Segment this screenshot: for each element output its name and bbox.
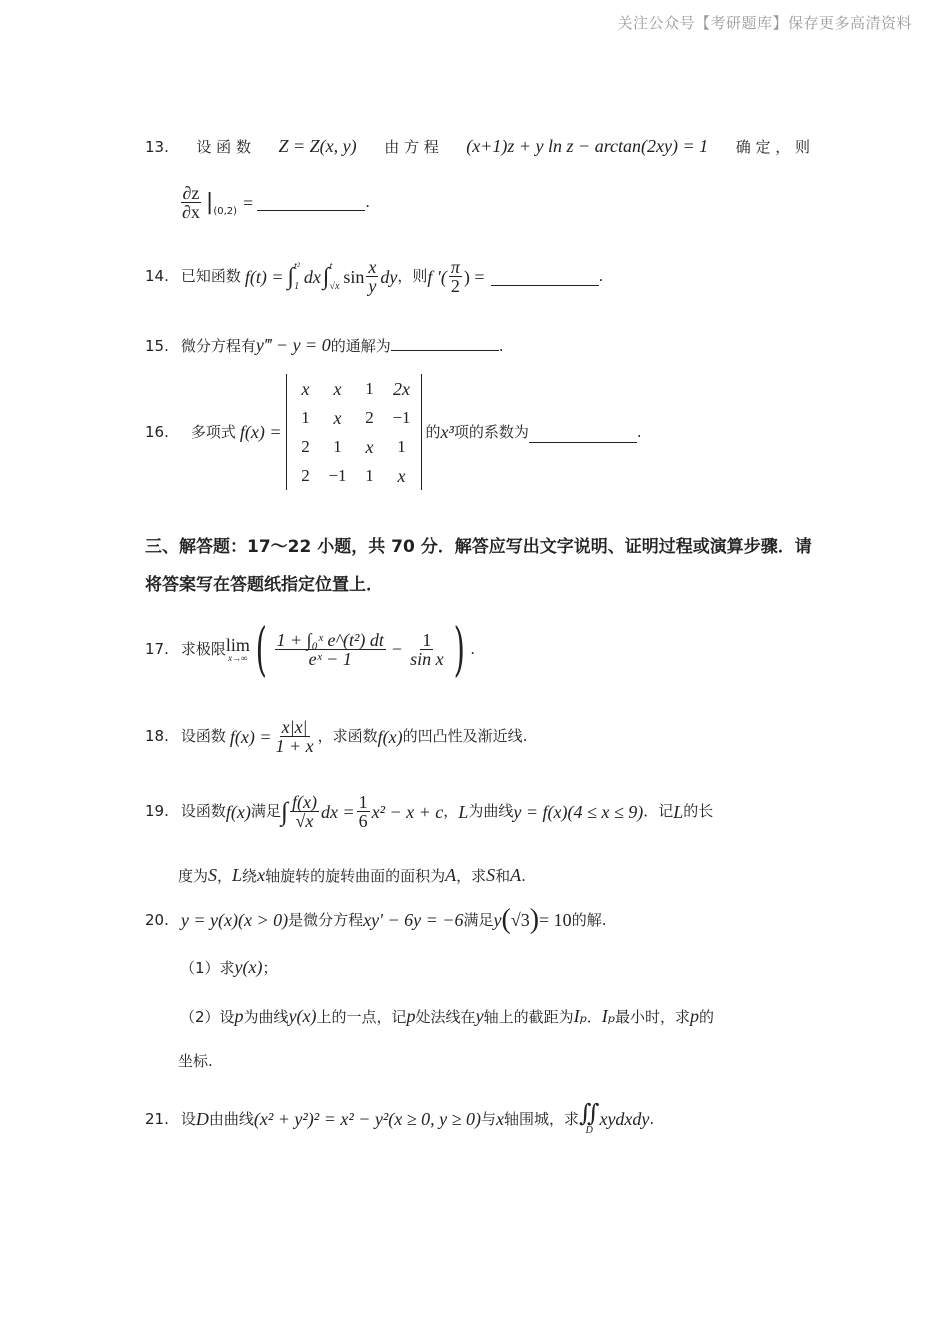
- matrix-cell: 2: [301, 437, 310, 456]
- question-14: 14. 已知函数 f(t) = ∫ t² 1 dx ∫ t √x sin $\frac{x}{y}$ dy ，则 f ′( $\frac{\pi}{2}$ ) = .: [145, 257, 604, 296]
- frac-den: 6: [358, 811, 368, 831]
- matrix-cell: 1: [365, 466, 374, 485]
- q15-text: 微分方程有: [180, 337, 256, 355]
- q19-text3: ，: [443, 802, 459, 820]
- frac-den: y: [368, 276, 377, 296]
- matrix-cell: 2x: [393, 378, 410, 399]
- minus: −: [391, 639, 403, 659]
- D: D: [195, 1109, 209, 1129]
- A: A: [445, 865, 457, 885]
- lower-limit: √x: [329, 280, 340, 292]
- answer-blank[interactable]: [257, 194, 365, 211]
- p1-end: ；: [262, 959, 278, 977]
- one-sixth: [357, 793, 370, 830]
- p2-text3: 处法线在: [415, 1008, 476, 1026]
- matrix-cell: x: [333, 407, 342, 428]
- p1-label: （1）求: [180, 959, 235, 977]
- integral-domain: D: [585, 1125, 593, 1136]
- question-13: [145, 137, 810, 155]
- question-16: [145, 374, 642, 490]
- q16-f: f(x) =: [239, 422, 282, 442]
- frac-den: eˣ − 1: [308, 648, 352, 669]
- frac-den: sin x: [410, 648, 444, 669]
- q20-eq1: y = y(x)(x > 0): [180, 910, 289, 930]
- frac-num: 1: [422, 629, 432, 650]
- p: p: [406, 1006, 416, 1026]
- question-number: 21.: [145, 1109, 169, 1128]
- double-integral: ∬: [579, 1101, 600, 1127]
- p2-text6: 最小时，求: [615, 1008, 691, 1026]
- q19-text4: 为曲线: [468, 802, 514, 820]
- q19-text: 设函数: [180, 802, 226, 820]
- q14-text2: ，则: [397, 267, 428, 285]
- upper-limit: t: [329, 260, 333, 272]
- question-number: 17.: [145, 639, 169, 658]
- integrand: xydxdy: [599, 1109, 650, 1129]
- fraction: [290, 793, 319, 830]
- q20-text3: 的解: [571, 910, 602, 929]
- yx: y(x): [288, 1006, 317, 1026]
- question-13-answer: $\frac{\partial z}{\partial x}$ | (0,2) = .: [182, 183, 370, 222]
- determinant: [286, 374, 422, 490]
- dx: dx =: [320, 801, 355, 822]
- period: .: [649, 1109, 655, 1128]
- Ip: Iₚ: [601, 1006, 615, 1026]
- x-over-y: [366, 258, 378, 295]
- answer-blank[interactable]: [491, 267, 599, 286]
- question-number: 16.: [145, 422, 169, 441]
- q19-l2-text: 度为: [178, 867, 209, 885]
- question-number: 15.: [145, 337, 169, 355]
- frac-num: f(x): [292, 792, 317, 812]
- p2-text1: 为曲线: [243, 1008, 289, 1026]
- q13-text: 设 函 数: [196, 138, 251, 156]
- dx: dx: [303, 266, 321, 287]
- S: S: [486, 865, 496, 885]
- fraction: [274, 718, 316, 755]
- upper-limit: t²: [294, 260, 300, 272]
- y: y: [493, 910, 502, 930]
- matrix-cell: 1: [333, 437, 342, 456]
- q19-l2-text2: ，: [217, 867, 233, 885]
- watermark: 关注公众号【考研题库】保存更多高清资料: [617, 14, 912, 32]
- q21-text2: 由曲线: [208, 1109, 254, 1128]
- period: .: [365, 193, 370, 211]
- q19-rest: x² − x + c: [371, 801, 444, 822]
- q19-f: f(x): [225, 801, 251, 822]
- lim: lim: [225, 634, 250, 655]
- frac-num: x: [368, 257, 377, 277]
- period: .: [601, 910, 607, 929]
- q19-l2-text4: 轴旋转的旋转曲面的面积为: [265, 867, 446, 885]
- q20-eq2: xy′ − 6y = −6: [363, 910, 464, 930]
- matrix-cell: 2: [365, 408, 374, 427]
- q16-text3: 项的系数为: [453, 422, 529, 441]
- frac-num: 1: [358, 792, 368, 812]
- q18-text3: 的凹凸性及渐近线: [402, 727, 523, 745]
- frac-sin: [408, 631, 446, 668]
- y: y: [475, 1006, 484, 1026]
- question-number: 13.: [145, 138, 169, 156]
- question-21: [145, 1102, 654, 1136]
- period: .: [598, 267, 604, 285]
- sin: sin: [343, 266, 365, 287]
- q13-eq1: Z = Z(x, y): [278, 136, 357, 156]
- q15-eq: y‴ − y = 0: [255, 335, 331, 355]
- q14-text: 已知函数: [180, 267, 241, 285]
- L: L: [232, 865, 243, 885]
- section-heading: 三、解答题：17～22 小题，共 70 分．解答应写出文字说明、证明过程或演算步骤．请将答案写在答题纸指定位置上．: [145, 537, 812, 595]
- pi-over-2: [449, 258, 462, 295]
- p2-text4: 轴上的截距为: [483, 1008, 574, 1026]
- matrix-cell: x: [301, 378, 310, 399]
- q14-f: f(t) =: [244, 266, 284, 287]
- frac-num: π: [450, 257, 460, 277]
- sqrt3: √3: [510, 910, 530, 930]
- curve: y = f(x)(4 ≤ x ≤ 9): [513, 801, 644, 822]
- matrix-cell: x: [333, 378, 342, 399]
- x-cubed: x³: [440, 422, 454, 442]
- frac-num: x|x|: [281, 717, 308, 737]
- equals: =: [243, 192, 254, 213]
- q21-text: 设: [180, 1109, 196, 1128]
- x: x: [257, 865, 266, 885]
- dy: dy: [380, 266, 398, 287]
- q20-text2: 满足: [463, 910, 494, 929]
- matrix-cell: −1: [392, 408, 411, 427]
- period: .: [470, 639, 475, 658]
- close-paren: ) =: [463, 266, 485, 287]
- period: .: [636, 422, 642, 441]
- q21-text3: 与: [480, 1109, 496, 1128]
- question-15: [145, 336, 504, 354]
- q13-text3: 确 定 ， 则: [735, 138, 810, 156]
- q18-f2: f(x): [377, 726, 403, 747]
- p2-text5: ．: [586, 1008, 602, 1026]
- matrix-cell: 1: [365, 379, 374, 398]
- frac-num: ∂z: [182, 183, 200, 203]
- question-19: [145, 793, 713, 830]
- lower-limit: 1: [294, 280, 300, 292]
- question-18: [145, 718, 527, 755]
- question-number: 14.: [145, 267, 169, 285]
- frac-den: √x: [295, 811, 314, 831]
- f-prime: f ′(: [427, 266, 447, 287]
- q13-eq2: (x+1)z + y ln z − arctan(2xy) = 1: [466, 136, 709, 156]
- q16-text2: 的: [425, 422, 441, 441]
- question-20-part2-line2: 坐标.: [178, 1052, 213, 1070]
- period: .: [522, 727, 528, 745]
- question-number: 18.: [145, 727, 169, 745]
- q17-text: 求极限: [180, 639, 226, 658]
- p2-text7: 的: [699, 1008, 715, 1026]
- x: x: [496, 1109, 504, 1129]
- q19-text2: 满足: [250, 802, 281, 820]
- q19-text5: ．记: [643, 802, 674, 820]
- q20-text: 是微分方程: [288, 910, 364, 929]
- p2-label: （2）设: [180, 1008, 235, 1026]
- eval-point: (0,2): [213, 205, 238, 217]
- q16-text: 多项式: [190, 422, 236, 441]
- question-20-part1: [180, 958, 278, 976]
- matrix-cell: −1: [328, 466, 347, 485]
- matrix-cell: x: [365, 436, 374, 457]
- q19-l2-text3: 绕: [242, 867, 258, 885]
- question-number: 20.: [145, 910, 169, 929]
- q21-eq: (x² + y²)² = x² − y²(x ≥ 0, y ≥ 0): [253, 1109, 481, 1129]
- lim-sub: x→∞: [228, 652, 248, 663]
- eq10: = 10: [539, 910, 572, 930]
- answer-blank[interactable]: [529, 428, 637, 443]
- frac-main: [275, 631, 386, 668]
- q18-f: f(x) =: [229, 726, 272, 747]
- matrix-cell: x: [397, 465, 406, 486]
- p2-text2: 上的一点，记: [316, 1008, 407, 1026]
- S: S: [208, 865, 218, 885]
- question-20: 20. y = y(x)(x > 0) 是微分方程 xy′ − 6y = −6 满足 y ( √3 ) = 10 的解 .: [145, 904, 607, 935]
- matrix-cell: 1: [301, 408, 310, 427]
- integral-sign: ∫: [280, 796, 288, 826]
- A: A: [510, 865, 522, 885]
- frac-num: 1 + ∫₀ˣ e^(t²) dt: [276, 629, 384, 650]
- q21-text4: 轴围城，求: [504, 1109, 580, 1128]
- frac-den: 2: [450, 276, 460, 296]
- Ip: Iₚ: [573, 1006, 587, 1026]
- matrix-cell: 2: [301, 466, 310, 485]
- question-19-line2: [178, 866, 526, 884]
- matrix-cell: 1: [397, 437, 406, 456]
- question-20-part2: [180, 1007, 714, 1025]
- q18-text2: ，求函数: [317, 727, 378, 745]
- frac-den: ∂x: [182, 202, 200, 222]
- question-17: 17. 求极限 lim x→∞ ( $\frac{\text{1 + ∫₀ˣ e\textasciicircum{}(t²) dt}}{\text{eˣ − 1}}$ − $\frac{1}{\text{sin x}}$ ) .: [145, 615, 475, 683]
- p: p: [690, 1006, 700, 1026]
- period: .: [498, 337, 504, 355]
- partial-fraction: [180, 184, 202, 221]
- q15-text2: 的通解为: [330, 337, 391, 355]
- q19-l2-text5: ，求: [456, 867, 487, 885]
- answer-blank[interactable]: [391, 336, 499, 351]
- frac-den: 1 + x: [275, 736, 314, 756]
- q19-text6: 的长: [683, 802, 714, 820]
- q19-l2-text6: 和: [495, 867, 511, 885]
- q18-text: 设函数: [180, 727, 226, 745]
- L: L: [673, 801, 684, 822]
- question-number: 19.: [145, 802, 169, 820]
- L: L: [458, 801, 469, 822]
- period: .: [521, 867, 526, 885]
- q13-text2: 由 方 程: [384, 138, 439, 156]
- p: p: [234, 1006, 244, 1026]
- p1-expr: y(x): [234, 957, 263, 977]
